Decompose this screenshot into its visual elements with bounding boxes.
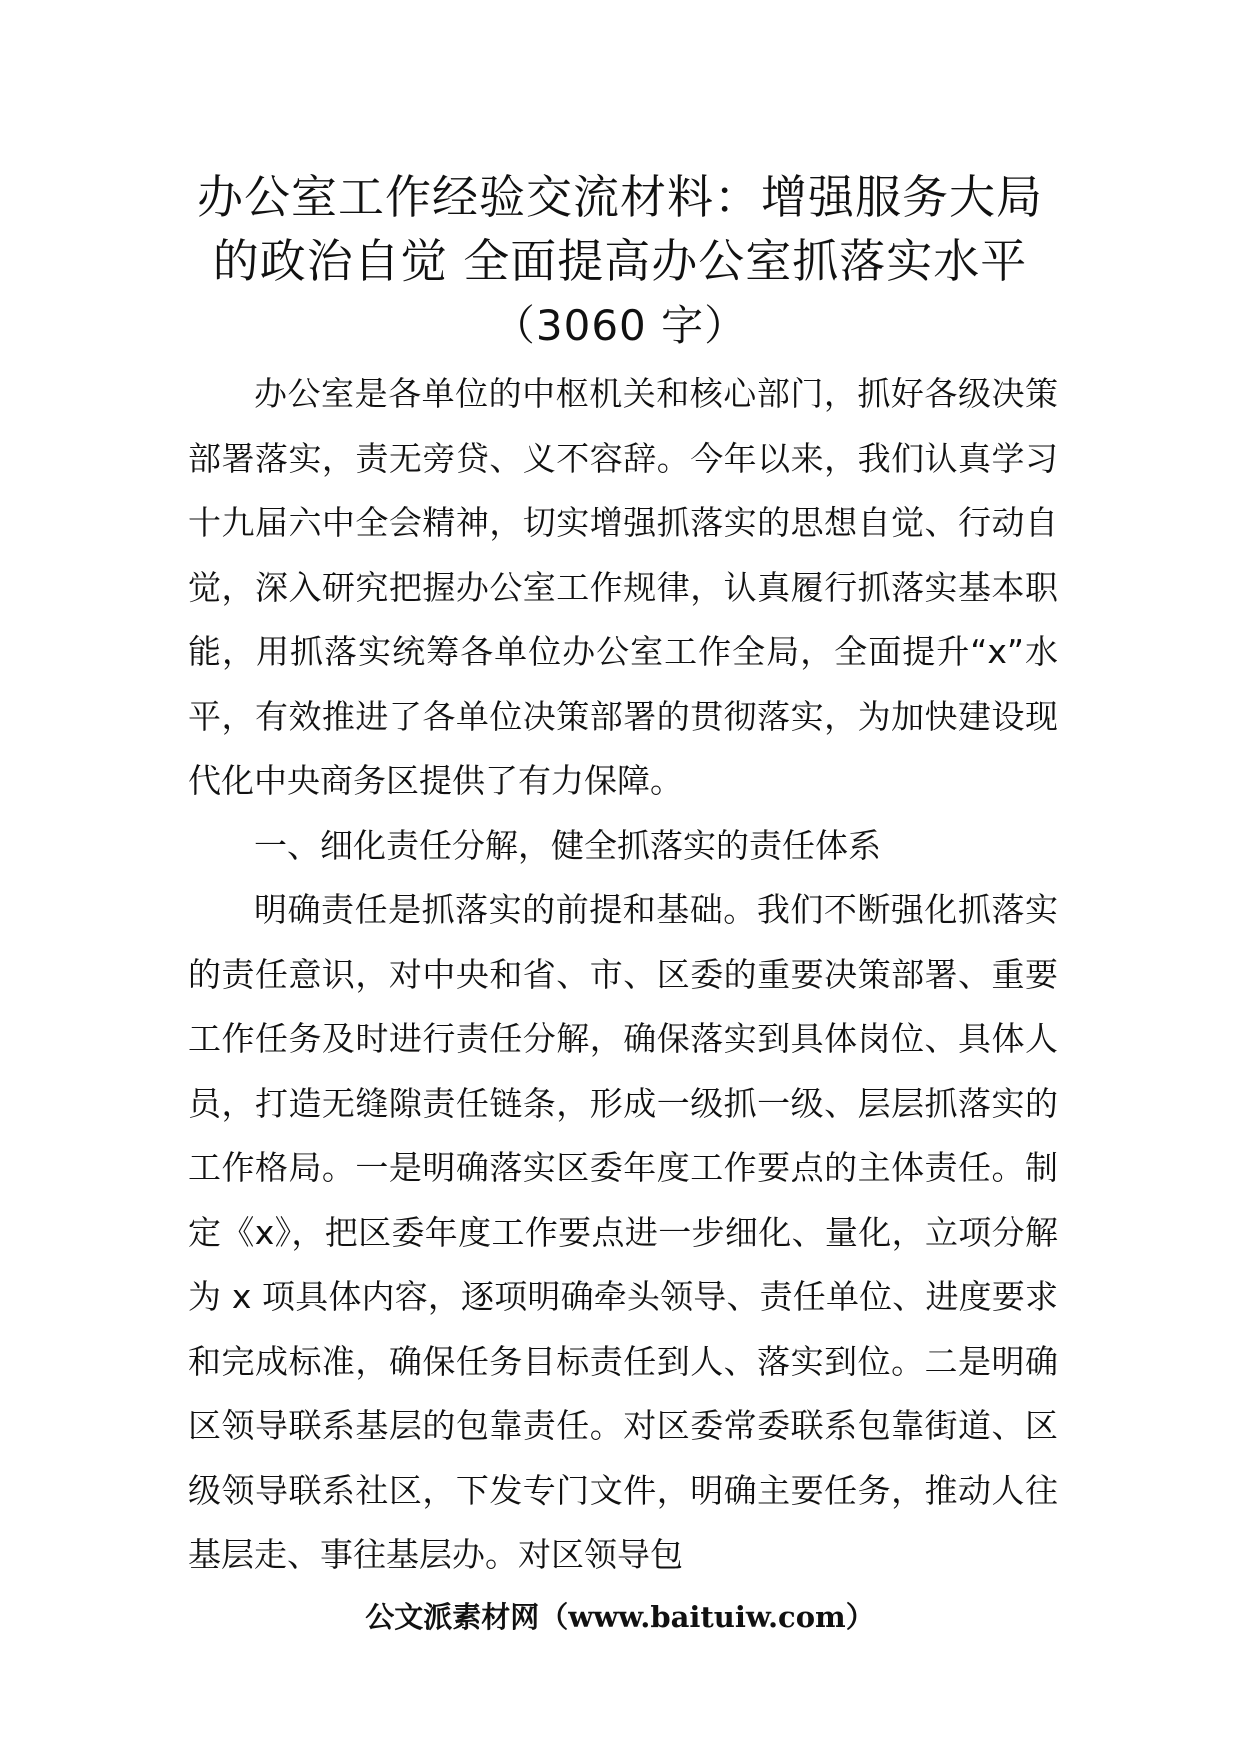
section-1-paragraph: 明确责任是抓落实的前提和基础。我们不断强化抓落实的责任意识，对中央和省、市、区委的重要决策部署、重要工作任务及时进行责任分解，确保落实到具体岗位、具体人员，打造无缝隙责任链条，形成一级抓一级、层层抓落实的工作格局。一是明确落实区委年度工作要点的主体责任。制定《x》，把区委年度工作要点进一步细化、量化，立项分解为 x 项具体内容，逐项明确牵头领导、责任单位、进度要求和完成标准，确保任务目标责任到人、落实到位。二是明确区领导联系基层的包靠责任。对区委常委联系包靠街道、区级领导联系社区，下发专门文件，明确主要任务，推动人往基层走、事往基层办。对区领导包: [188, 890, 1058, 1574]
document-body: [188, 362, 1058, 1588]
section-heading-1: 一、细化责任分解，健全抓落实的责任体系: [254, 825, 881, 865]
intro-paragraph: 办公室是各单位的中枢机关和核心部门，抓好各级决策部署落实，责无旁贷、义不容辞。今年以来，我们认真学习十九届六中全会精神，切实增强抓落实的思想自觉、行动自觉，深入研究把握办公室工作规律，认真履行抓落实基本职能，用抓落实统筹各单位办公室工作全局，全面提升“x”水平，有效推进了各单位决策部署的贯彻落实，为加快建设现代化中央商务区提供了有力保障。: [188, 374, 1058, 800]
footer-watermark: 公文派素材网（www.baituiw.com）: [365, 1600, 875, 1634]
title-line-1: 办公室工作经验交流材料：增强服务大局: [197, 170, 1043, 224]
title-line-2: 的政治自觉 全面提高办公室抓落实水平: [212, 234, 1028, 288]
document-title: [170, 165, 1070, 359]
title-word-count: （3060 字）: [492, 301, 748, 350]
